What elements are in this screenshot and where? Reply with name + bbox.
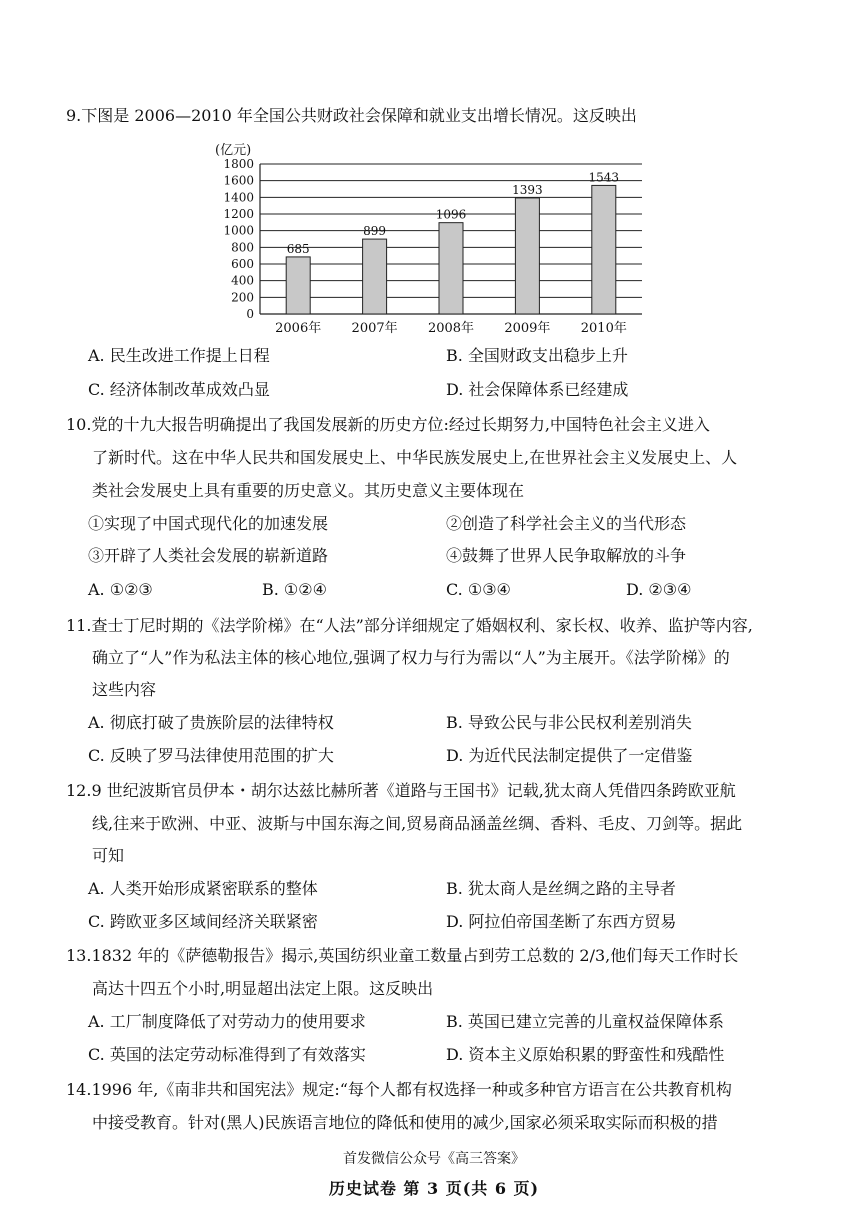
q10-option-d[interactable]: D. ②③④ (626, 580, 692, 599)
q10-stem-line-2: 了新时代。这在中华人民共和国发展史上、中华民族发展史上,在世界社会主义发展史上、人 (92, 448, 738, 467)
y-axis-unit-label: (亿元) (215, 143, 252, 158)
x-tick-label: 2007年 (351, 321, 398, 336)
bar (363, 239, 387, 314)
bar (286, 257, 310, 314)
q11-option-c[interactable]: C. 反映了罗马法律使用范围的扩大 (88, 746, 334, 765)
q10-option-a[interactable]: A. ①②③ (88, 580, 153, 599)
x-tick-label: 2009年 (504, 321, 551, 336)
q9-option-a[interactable]: A. 民生改进工作提上日程 (88, 346, 270, 365)
q10-item-3: ③开辟了人类社会发展的崭新道路 (88, 546, 329, 565)
q10-option-c[interactable]: C. ①③④ (446, 580, 511, 599)
x-tick-label: 2010年 (580, 321, 627, 336)
q9-option-d[interactable]: D. 社会保障体系已经建成 (446, 380, 629, 399)
x-tick-label: 2008年 (427, 321, 475, 336)
q11-option-a[interactable]: A. 彻底打破了贵族阶层的法律特权 (88, 713, 334, 732)
q12-option-b[interactable]: B. 犹太商人是丝绸之路的主导者 (446, 879, 676, 898)
q11-option-d[interactable]: D. 为近代民法制定提供了一定借鉴 (446, 746, 693, 765)
q11-stem-line-2: 确立了“人”作为私法主体的核心地位,强调了权力与行为需以“人”为主展开。《法学阶梯》的 (92, 648, 730, 667)
y-tick-label: 800 (231, 240, 254, 255)
data-label: 899 (363, 224, 387, 239)
q9-option-c[interactable]: C. 经济体制改革成效凸显 (88, 380, 270, 399)
q13-option-a[interactable]: A. 工厂制度降低了对劳动力的使用要求 (88, 1012, 366, 1031)
q10-option-b[interactable]: B. ①②④ (262, 580, 327, 599)
bar (439, 223, 463, 314)
q12-option-d[interactable]: D. 阿拉伯帝国垄断了东西方贸易 (446, 912, 677, 931)
q11-stem-line-3: 这些内容 (92, 680, 157, 699)
y-tick-label: 1400 (223, 190, 254, 205)
q9-option-b[interactable]: B. 全国财政支出稳步上升 (446, 346, 628, 365)
bar (592, 185, 616, 314)
q10-item-2: ②创造了科学社会主义的当代形态 (446, 514, 687, 533)
q11-stem-line-1: 11.查士丁尼时期的《法学阶梯》在“人法”部分详细规定了婚姻权利、家长权、收养、监护等内容, (66, 616, 753, 635)
q12-stem-line-1: 12.9 世纪波斯官员伊本・胡尔达兹比赫所著《道路与王国书》记载,犹太商人凭借四条跨欧亚航 (66, 781, 736, 800)
bar-chart (205, 138, 655, 340)
y-tick-label: 1000 (223, 223, 254, 238)
y-tick-label: 0 (246, 307, 254, 321)
q14-stem-line-1: 14.1996 年,《南非共和国宪法》规定:“每个人都有权选择一种或多种官方语言在公共教育机构 (66, 1080, 732, 1099)
q13-option-b[interactable]: B. 英国已建立完善的儿童权益保障体系 (446, 1012, 724, 1031)
y-tick-label: 1800 (223, 157, 254, 171)
q12-stem-line-3: 可知 (92, 846, 125, 865)
q11-option-b[interactable]: B. 导致公民与非公民权利差别消失 (446, 713, 692, 732)
data-label: 1393 (512, 182, 543, 197)
q12-option-a[interactable]: A. 人类开始形成紧密联系的整体 (88, 879, 318, 898)
data-label: 1543 (588, 170, 620, 185)
y-tick-label: 1200 (223, 207, 254, 221)
bar (515, 198, 539, 314)
q13-option-c[interactable]: C. 英国的法定劳动标准得到了有效落实 (88, 1045, 366, 1064)
y-tick-label: 200 (231, 290, 254, 305)
y-tick-label: 400 (231, 273, 254, 288)
y-tick-label: 600 (231, 257, 254, 271)
data-label: 1096 (435, 207, 467, 222)
q10-stem-line-3: 类社会发展史上具有重要的历史意义。其历史意义主要体现在 (92, 481, 525, 500)
q13-stem-line-1: 13.1832 年的《萨德勒报告》揭示,英国纺织业童工数量占到劳工总数的 2/3,他们每天工作时长 (66, 946, 739, 965)
q13-stem-line-2: 高达十四五个小时,明显超出法定上限。这反映出 (92, 979, 434, 998)
q12-option-c[interactable]: C. 跨欧亚多区域间经济关联紧密 (88, 912, 318, 931)
q13-option-d[interactable]: D. 资本主义原始积累的野蛮性和残酷性 (446, 1045, 725, 1064)
q10-item-1: ①实现了中国式现代化的加速发展 (88, 514, 329, 533)
q9-stem: 9.下图是 2006—2010 年全国公共财政社会保障和就业支出增长情况。这反映出 (66, 106, 637, 125)
q9-chart (205, 138, 655, 340)
q14-stem-line-2: 中接受教育。针对(黑人)民族语言地位的降低和使用的减少,国家必须采取实际而积极的措 (92, 1113, 718, 1132)
footer-page-info: 历史试卷 第 3 页(共 6 页) (328, 1179, 540, 1198)
x-tick-label: 2006年 (275, 321, 322, 336)
data-label: 685 (286, 241, 310, 256)
y-tick-label: 1600 (223, 173, 254, 188)
footer-watermark: 首发微信公众号《高三答案》 (343, 1151, 525, 1167)
q10-stem-line-1: 10.党的十九大报告明确提出了我国发展新的历史方位:经过长期努力,中国特色社会主义进入 (66, 415, 710, 434)
q12-stem-line-2: 线,往来于欧洲、中亚、波斯与中国东海之间,贸易商品涵盖丝绸、香料、毛皮、刀剑等。据此 (92, 814, 743, 833)
q10-item-4: ④鼓舞了世界人民争取解放的斗争 (446, 546, 687, 565)
